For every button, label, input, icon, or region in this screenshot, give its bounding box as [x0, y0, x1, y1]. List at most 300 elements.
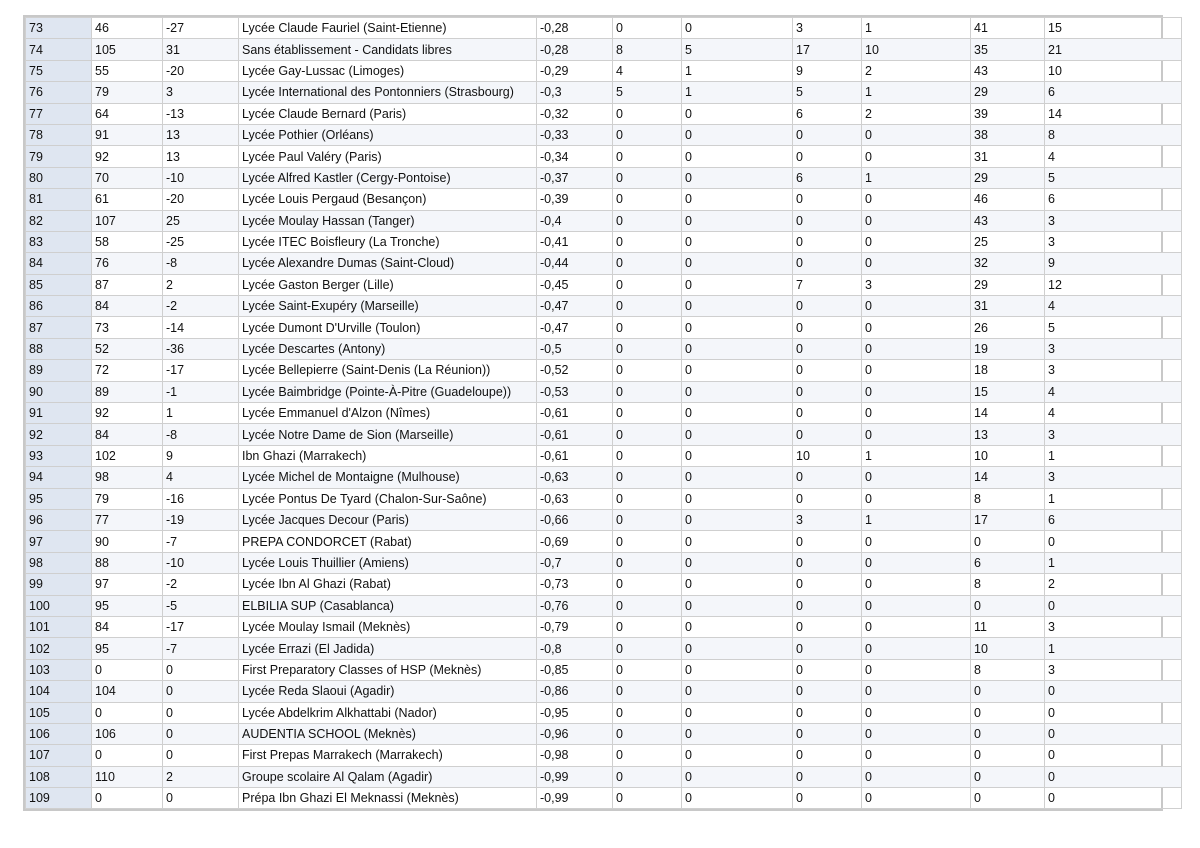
school-name-cell: Groupe scolaire Al Qalam (Agadir): [239, 766, 537, 787]
score-cell: -0,44: [537, 253, 613, 274]
rank-change-cell: -1: [163, 381, 239, 402]
school-name-cell: Lycée Ibn Al Ghazi (Rabat): [239, 574, 537, 595]
value-cell-1: 0: [613, 231, 682, 252]
value-cell-6: 14: [1045, 103, 1182, 124]
value-cell-3: 0: [793, 702, 862, 723]
value-cell-1: 0: [613, 381, 682, 402]
previous-rank-cell: 92: [92, 146, 163, 167]
rank-change-cell: -2: [163, 296, 239, 317]
school-name-cell: Lycée Emmanuel d'Alzon (Nîmes): [239, 403, 537, 424]
value-cell-4: 0: [862, 424, 971, 445]
school-name-cell: Lycée Dumont D'Urville (Toulon): [239, 317, 537, 338]
value-cell-5: 25: [971, 231, 1045, 252]
value-cell-1: 0: [613, 146, 682, 167]
rank-cell: 87: [26, 317, 92, 338]
previous-rank-cell: 84: [92, 296, 163, 317]
previous-rank-cell: 70: [92, 167, 163, 188]
value-cell-6: 0: [1045, 788, 1182, 809]
rank-cell: 89: [26, 360, 92, 381]
school-name-cell: Lycée Pothier (Orléans): [239, 124, 537, 145]
value-cell-5: 29: [971, 274, 1045, 295]
value-cell-2: 0: [682, 189, 793, 210]
value-cell-4: 0: [862, 146, 971, 167]
table-row: [26, 702, 1182, 723]
value-cell-4: 0: [862, 616, 971, 637]
value-cell-4: 0: [862, 702, 971, 723]
value-cell-1: 0: [613, 18, 682, 39]
table-row: [26, 595, 1182, 616]
value-cell-4: 0: [862, 296, 971, 317]
score-cell: -0,47: [537, 296, 613, 317]
value-cell-2: 0: [682, 574, 793, 595]
rank-cell: 94: [26, 467, 92, 488]
value-cell-3: 0: [793, 595, 862, 616]
table-row: [26, 659, 1182, 680]
school-name-cell: Lycée Michel de Montaigne (Mulhouse): [239, 467, 537, 488]
table-row: [26, 231, 1182, 252]
value-cell-6: 3: [1045, 338, 1182, 359]
value-cell-3: 0: [793, 659, 862, 680]
previous-rank-cell: 55: [92, 60, 163, 81]
value-cell-4: 1: [862, 82, 971, 103]
value-cell-1: 0: [613, 167, 682, 188]
value-cell-1: 8: [613, 39, 682, 60]
table-row: [26, 189, 1182, 210]
value-cell-5: 29: [971, 167, 1045, 188]
value-cell-2: 0: [682, 723, 793, 744]
value-cell-2: 0: [682, 167, 793, 188]
rank-change-cell: -20: [163, 189, 239, 210]
rank-change-cell: -7: [163, 531, 239, 552]
value-cell-3: 0: [793, 488, 862, 509]
table-row: [26, 638, 1182, 659]
rank-cell: 107: [26, 745, 92, 766]
table-row: [26, 124, 1182, 145]
value-cell-1: 0: [613, 424, 682, 445]
value-cell-3: 9: [793, 60, 862, 81]
value-cell-1: 0: [613, 296, 682, 317]
table-row: [26, 338, 1182, 359]
rank-change-cell: -17: [163, 360, 239, 381]
value-cell-1: 0: [613, 338, 682, 359]
rank-change-cell: -20: [163, 60, 239, 81]
previous-rank-cell: 87: [92, 274, 163, 295]
value-cell-5: 17: [971, 509, 1045, 530]
score-cell: -0,61: [537, 403, 613, 424]
previous-rank-cell: 76: [92, 253, 163, 274]
value-cell-1: 0: [613, 745, 682, 766]
table-row: [26, 531, 1182, 552]
value-cell-3: 0: [793, 317, 862, 338]
value-cell-5: 10: [971, 638, 1045, 659]
value-cell-4: 0: [862, 360, 971, 381]
previous-rank-cell: 104: [92, 681, 163, 702]
score-cell: -0,41: [537, 231, 613, 252]
table-row: [26, 296, 1182, 317]
value-cell-4: 0: [862, 210, 971, 231]
value-cell-3: 0: [793, 723, 862, 744]
previous-rank-cell: 73: [92, 317, 163, 338]
score-cell: -0,29: [537, 60, 613, 81]
value-cell-6: 4: [1045, 403, 1182, 424]
rank-cell: 97: [26, 531, 92, 552]
value-cell-1: 0: [613, 638, 682, 659]
value-cell-4: 0: [862, 574, 971, 595]
value-cell-5: 26: [971, 317, 1045, 338]
value-cell-3: 6: [793, 103, 862, 124]
value-cell-5: 0: [971, 745, 1045, 766]
value-cell-4: 1: [862, 18, 971, 39]
value-cell-5: 31: [971, 296, 1045, 317]
value-cell-3: 0: [793, 467, 862, 488]
score-cell: -0,8: [537, 638, 613, 659]
school-name-cell: Lycée Jacques Decour (Paris): [239, 509, 537, 530]
value-cell-4: 0: [862, 745, 971, 766]
score-cell: -0,76: [537, 595, 613, 616]
school-name-cell: Lycée Gaston Berger (Lille): [239, 274, 537, 295]
school-name-cell: PREPA CONDORCET (Rabat): [239, 531, 537, 552]
table-body: [26, 18, 1182, 809]
value-cell-2: 0: [682, 424, 793, 445]
value-cell-2: 0: [682, 616, 793, 637]
rank-change-cell: -27: [163, 18, 239, 39]
previous-rank-cell: 84: [92, 616, 163, 637]
rank-change-cell: 3: [163, 82, 239, 103]
previous-rank-cell: 90: [92, 531, 163, 552]
previous-rank-cell: 89: [92, 381, 163, 402]
rank-change-cell: 25: [163, 210, 239, 231]
value-cell-5: 35: [971, 39, 1045, 60]
table-row: [26, 39, 1182, 60]
rank-change-cell: -10: [163, 552, 239, 573]
previous-rank-cell: 61: [92, 189, 163, 210]
value-cell-4: 0: [862, 124, 971, 145]
score-cell: -0,32: [537, 103, 613, 124]
value-cell-3: 17: [793, 39, 862, 60]
table-row: [26, 18, 1182, 39]
value-cell-3: 0: [793, 616, 862, 637]
value-cell-4: 0: [862, 659, 971, 680]
school-name-cell: Lycée International des Pontonniers (Strasbourg): [239, 82, 537, 103]
value-cell-3: 6: [793, 167, 862, 188]
rank-cell: 98: [26, 552, 92, 573]
value-cell-4: 0: [862, 766, 971, 787]
value-cell-5: 8: [971, 659, 1045, 680]
rank-cell: 80: [26, 167, 92, 188]
rank-cell: 108: [26, 766, 92, 787]
value-cell-3: 0: [793, 552, 862, 573]
value-cell-6: 1: [1045, 552, 1182, 573]
school-name-cell: First Preparatory Classes of HSP (Meknès): [239, 659, 537, 680]
value-cell-4: 0: [862, 681, 971, 702]
table-row: [26, 424, 1182, 445]
value-cell-3: 0: [793, 231, 862, 252]
value-cell-3: 0: [793, 296, 862, 317]
value-cell-3: 0: [793, 338, 862, 359]
value-cell-5: 46: [971, 189, 1045, 210]
table-row: [26, 723, 1182, 744]
value-cell-5: 8: [971, 488, 1045, 509]
score-cell: -0,66: [537, 509, 613, 530]
table-row: [26, 574, 1182, 595]
value-cell-1: 0: [613, 274, 682, 295]
previous-rank-cell: 64: [92, 103, 163, 124]
rank-change-cell: 2: [163, 274, 239, 295]
rank-cell: 76: [26, 82, 92, 103]
rank-change-cell: -16: [163, 488, 239, 509]
value-cell-1: 4: [613, 60, 682, 81]
previous-rank-cell: 92: [92, 403, 163, 424]
rank-cell: 88: [26, 338, 92, 359]
value-cell-4: 0: [862, 403, 971, 424]
previous-rank-cell: 52: [92, 338, 163, 359]
previous-rank-cell: 46: [92, 18, 163, 39]
previous-rank-cell: 105: [92, 39, 163, 60]
value-cell-5: 32: [971, 253, 1045, 274]
rank-change-cell: 0: [163, 723, 239, 744]
table-row: [26, 467, 1182, 488]
rank-change-cell: -19: [163, 509, 239, 530]
table-row: [26, 616, 1182, 637]
value-cell-4: 10: [862, 39, 971, 60]
previous-rank-cell: 102: [92, 445, 163, 466]
rank-cell: 100: [26, 595, 92, 616]
value-cell-5: 0: [971, 723, 1045, 744]
value-cell-4: 0: [862, 381, 971, 402]
rank-cell: 101: [26, 616, 92, 637]
value-cell-5: 13: [971, 424, 1045, 445]
value-cell-6: 0: [1045, 531, 1182, 552]
school-name-cell: Lycée Moulay Ismail (Meknès): [239, 616, 537, 637]
score-cell: -0,7: [537, 552, 613, 573]
table-row: [26, 788, 1182, 809]
value-cell-2: 0: [682, 103, 793, 124]
score-cell: -0,98: [537, 745, 613, 766]
school-name-cell: Lycée Gay-Lussac (Limoges): [239, 60, 537, 81]
rank-change-cell: 2: [163, 766, 239, 787]
value-cell-5: 43: [971, 60, 1045, 81]
rank-change-cell: -17: [163, 616, 239, 637]
score-cell: -0,45: [537, 274, 613, 295]
value-cell-5: 31: [971, 146, 1045, 167]
value-cell-4: 0: [862, 488, 971, 509]
score-cell: -0,33: [537, 124, 613, 145]
value-cell-5: 0: [971, 766, 1045, 787]
table-row: [26, 488, 1182, 509]
score-cell: -0,37: [537, 167, 613, 188]
school-name-cell: Lycée Bellepierre (Saint-Denis (La Réunion)): [239, 360, 537, 381]
school-name-cell: Lycée Alexandre Dumas (Saint-Cloud): [239, 253, 537, 274]
value-cell-5: 39: [971, 103, 1045, 124]
value-cell-1: 0: [613, 124, 682, 145]
value-cell-6: 3: [1045, 616, 1182, 637]
rank-cell: 93: [26, 445, 92, 466]
rank-change-cell: 0: [163, 702, 239, 723]
school-name-cell: Lycée Baimbridge (Pointe-À-Pitre (Guadeloupe)): [239, 381, 537, 402]
previous-rank-cell: 95: [92, 638, 163, 659]
school-name-cell: Lycée Claude Bernard (Paris): [239, 103, 537, 124]
previous-rank-cell: 79: [92, 82, 163, 103]
value-cell-1: 0: [613, 574, 682, 595]
score-cell: -0,3: [537, 82, 613, 103]
table-row: [26, 403, 1182, 424]
score-cell: -0,47: [537, 317, 613, 338]
previous-rank-cell: 84: [92, 424, 163, 445]
previous-rank-cell: 79: [92, 488, 163, 509]
rank-change-cell: -14: [163, 317, 239, 338]
school-name-cell: Lycée ITEC Boisfleury (La Tronche): [239, 231, 537, 252]
value-cell-2: 0: [682, 659, 793, 680]
school-name-cell: Sans établissement - Candidats libres: [239, 39, 537, 60]
value-cell-6: 3: [1045, 360, 1182, 381]
score-cell: -0,85: [537, 659, 613, 680]
previous-rank-cell: 0: [92, 702, 163, 723]
value-cell-2: 0: [682, 467, 793, 488]
previous-rank-cell: 91: [92, 124, 163, 145]
rank-cell: 104: [26, 681, 92, 702]
rank-change-cell: 0: [163, 745, 239, 766]
value-cell-2: 0: [682, 766, 793, 787]
school-name-cell: Lycée Louis Pergaud (Besançon): [239, 189, 537, 210]
value-cell-6: 21: [1045, 39, 1182, 60]
value-cell-6: 6: [1045, 189, 1182, 210]
school-name-cell: Prépa Ibn Ghazi El Meknassi (Meknès): [239, 788, 537, 809]
value-cell-1: 0: [613, 189, 682, 210]
school-name-cell: Lycée Notre Dame de Sion (Marseille): [239, 424, 537, 445]
score-cell: -0,34: [537, 146, 613, 167]
value-cell-3: 3: [793, 18, 862, 39]
rank-cell: 73: [26, 18, 92, 39]
value-cell-6: 9: [1045, 253, 1182, 274]
score-cell: -0,99: [537, 766, 613, 787]
value-cell-5: 43: [971, 210, 1045, 231]
value-cell-3: 0: [793, 531, 862, 552]
previous-rank-cell: 0: [92, 745, 163, 766]
value-cell-2: 0: [682, 681, 793, 702]
school-name-cell: First Prepas Marrakech (Marrakech): [239, 745, 537, 766]
value-cell-1: 0: [613, 595, 682, 616]
value-cell-2: 0: [682, 296, 793, 317]
rank-change-cell: -10: [163, 167, 239, 188]
value-cell-2: 0: [682, 360, 793, 381]
value-cell-6: 6: [1045, 509, 1182, 530]
rank-change-cell: 0: [163, 659, 239, 680]
value-cell-5: 15: [971, 381, 1045, 402]
value-cell-6: 1: [1045, 638, 1182, 659]
score-cell: -0,61: [537, 445, 613, 466]
rank-change-cell: 4: [163, 467, 239, 488]
value-cell-3: 5: [793, 82, 862, 103]
value-cell-4: 2: [862, 103, 971, 124]
value-cell-2: 0: [682, 146, 793, 167]
value-cell-3: 0: [793, 788, 862, 809]
value-cell-5: 0: [971, 788, 1045, 809]
value-cell-5: 38: [971, 124, 1045, 145]
table-row: [26, 445, 1182, 466]
previous-rank-cell: 0: [92, 659, 163, 680]
value-cell-6: 0: [1045, 702, 1182, 723]
previous-rank-cell: 95: [92, 595, 163, 616]
value-cell-1: 5: [613, 82, 682, 103]
value-cell-5: 14: [971, 467, 1045, 488]
school-name-cell: Lycée Errazi (El Jadida): [239, 638, 537, 659]
score-cell: -0,79: [537, 616, 613, 637]
table-row: [26, 253, 1182, 274]
value-cell-2: 0: [682, 338, 793, 359]
value-cell-1: 0: [613, 360, 682, 381]
value-cell-5: 19: [971, 338, 1045, 359]
value-cell-6: 3: [1045, 210, 1182, 231]
value-cell-1: 0: [613, 509, 682, 530]
table-row: [26, 82, 1182, 103]
value-cell-4: 0: [862, 531, 971, 552]
value-cell-6: 4: [1045, 296, 1182, 317]
value-cell-1: 0: [613, 616, 682, 637]
value-cell-1: 0: [613, 445, 682, 466]
score-cell: -0,99: [537, 788, 613, 809]
value-cell-2: 5: [682, 39, 793, 60]
rank-cell: 86: [26, 296, 92, 317]
score-cell: -0,63: [537, 467, 613, 488]
value-cell-4: 0: [862, 638, 971, 659]
value-cell-4: 0: [862, 189, 971, 210]
value-cell-6: 0: [1045, 745, 1182, 766]
rank-cell: 74: [26, 39, 92, 60]
table-row: [26, 146, 1182, 167]
value-cell-5: 29: [971, 82, 1045, 103]
value-cell-2: 0: [682, 552, 793, 573]
value-cell-4: 0: [862, 317, 971, 338]
value-cell-5: 18: [971, 360, 1045, 381]
value-cell-1: 0: [613, 702, 682, 723]
value-cell-1: 0: [613, 317, 682, 338]
value-cell-6: 4: [1045, 381, 1182, 402]
table-row: [26, 360, 1182, 381]
ranking-table: [25, 17, 1182, 809]
value-cell-1: 0: [613, 659, 682, 680]
value-cell-5: 6: [971, 552, 1045, 573]
table-row: [26, 274, 1182, 295]
previous-rank-cell: 97: [92, 574, 163, 595]
rank-change-cell: -13: [163, 103, 239, 124]
previous-rank-cell: 72: [92, 360, 163, 381]
value-cell-3: 10: [793, 445, 862, 466]
value-cell-6: 15: [1045, 18, 1182, 39]
value-cell-6: 0: [1045, 681, 1182, 702]
rank-change-cell: -36: [163, 338, 239, 359]
rank-change-cell: -8: [163, 253, 239, 274]
table-row: [26, 681, 1182, 702]
value-cell-6: 0: [1045, 595, 1182, 616]
rank-cell: 109: [26, 788, 92, 809]
value-cell-1: 0: [613, 681, 682, 702]
value-cell-3: 0: [793, 146, 862, 167]
rank-change-cell: -25: [163, 231, 239, 252]
school-name-cell: Lycée Louis Thuillier (Amiens): [239, 552, 537, 573]
rank-change-cell: 13: [163, 146, 239, 167]
rank-change-cell: 13: [163, 124, 239, 145]
value-cell-3: 0: [793, 189, 862, 210]
rank-cell: 82: [26, 210, 92, 231]
previous-rank-cell: 98: [92, 467, 163, 488]
rank-cell: 106: [26, 723, 92, 744]
value-cell-5: 10: [971, 445, 1045, 466]
table-row: [26, 103, 1182, 124]
rank-cell: 91: [26, 403, 92, 424]
school-name-cell: Lycée Claude Fauriel (Saint-Etienne): [239, 18, 537, 39]
value-cell-6: 4: [1045, 146, 1182, 167]
value-cell-3: 0: [793, 403, 862, 424]
